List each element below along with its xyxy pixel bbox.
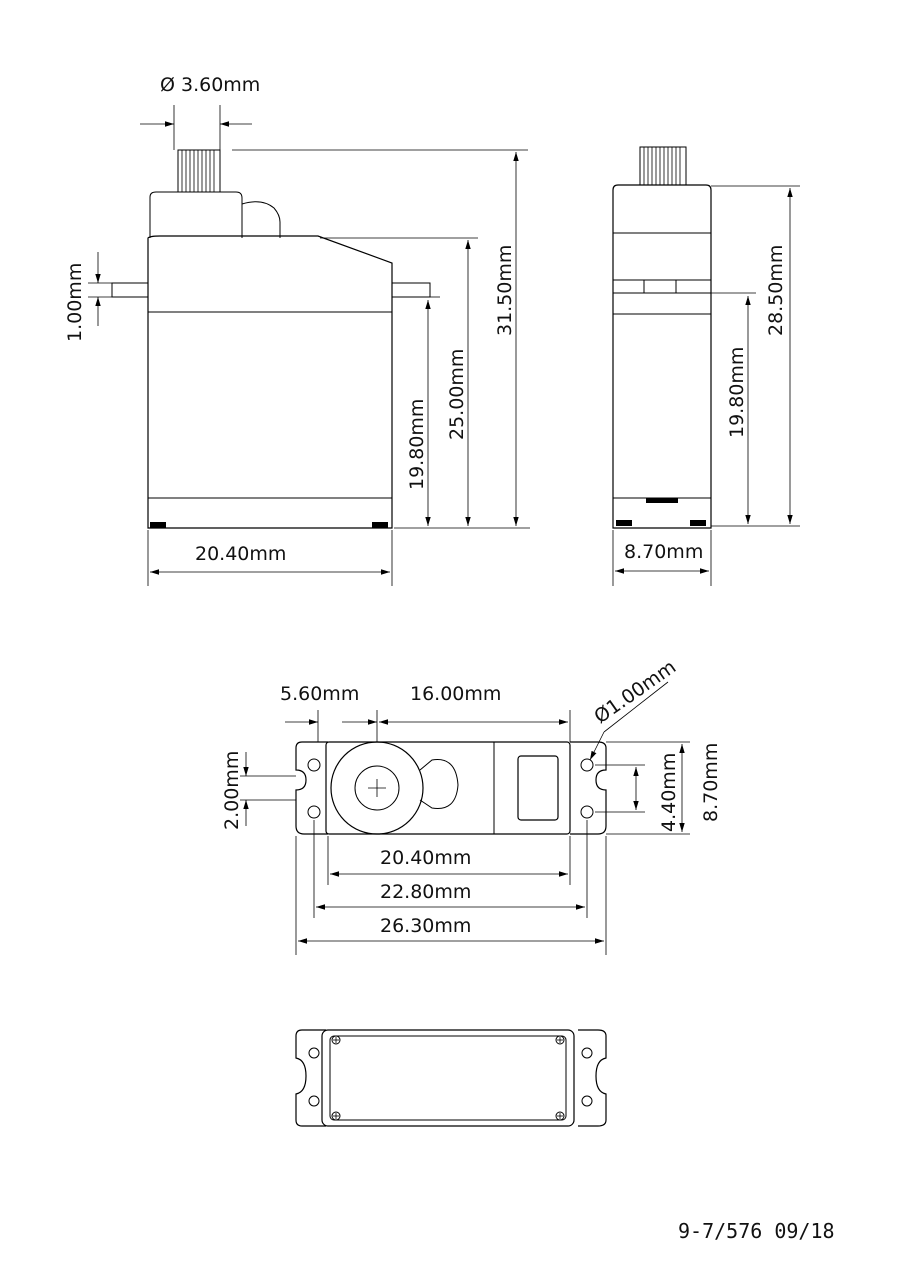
height-top-label: 25.00mm [446, 348, 468, 440]
end-view [613, 147, 800, 586]
dim-width [148, 530, 392, 586]
dim-top-a-b [280, 683, 570, 742]
hole-spacing-h-label: 4.40mm [658, 752, 680, 832]
hole-spacing-v-label: 2.00mm [221, 750, 243, 830]
dim-b-label: 16.00mm [410, 683, 502, 705]
dim-a-label: 5.60mm [280, 683, 360, 705]
top-depth-label: 8.70mm [700, 742, 722, 822]
end-height-flange-label: 19.80mm [726, 346, 748, 438]
end-output-spline [640, 147, 686, 185]
body-width-label: 20.40mm [380, 847, 472, 869]
flange-thickness-label: 1.00mm [64, 262, 86, 342]
output-spline [178, 150, 220, 192]
dim-end-height-total [711, 186, 800, 524]
dim-hole-spacing-v [221, 751, 296, 830]
end-height-total-label: 28.50mm [765, 244, 787, 336]
drawing-code: 9-7/576 09/18 [678, 1219, 835, 1243]
bottom-view [296, 1030, 606, 1126]
top-view [221, 656, 722, 955]
width-label: 20.40mm [195, 543, 287, 565]
height-total-label: 31.50mm [494, 244, 516, 336]
shaft-diameter-label: Ø 3.60mm [160, 74, 261, 96]
overall-width-label: 26.30mm [380, 915, 472, 937]
dim-hole-spacing-h [595, 753, 680, 832]
dim-end-depth [613, 530, 711, 586]
dim-top-widths [296, 820, 606, 955]
dim-flange-thickness [64, 252, 112, 342]
dim-hole-diameter [590, 656, 680, 760]
dim-height-top [320, 238, 478, 526]
hole-diameter-label: Ø1.00mm [590, 655, 681, 729]
side-view [64, 74, 530, 586]
height-flange-label: 19.80mm [406, 398, 428, 490]
dim-shaft-diameter [140, 74, 260, 150]
hole-span-label: 22.80mm [380, 881, 472, 903]
end-depth-label: 8.70mm [624, 541, 704, 563]
dim-height-total [232, 150, 528, 526]
